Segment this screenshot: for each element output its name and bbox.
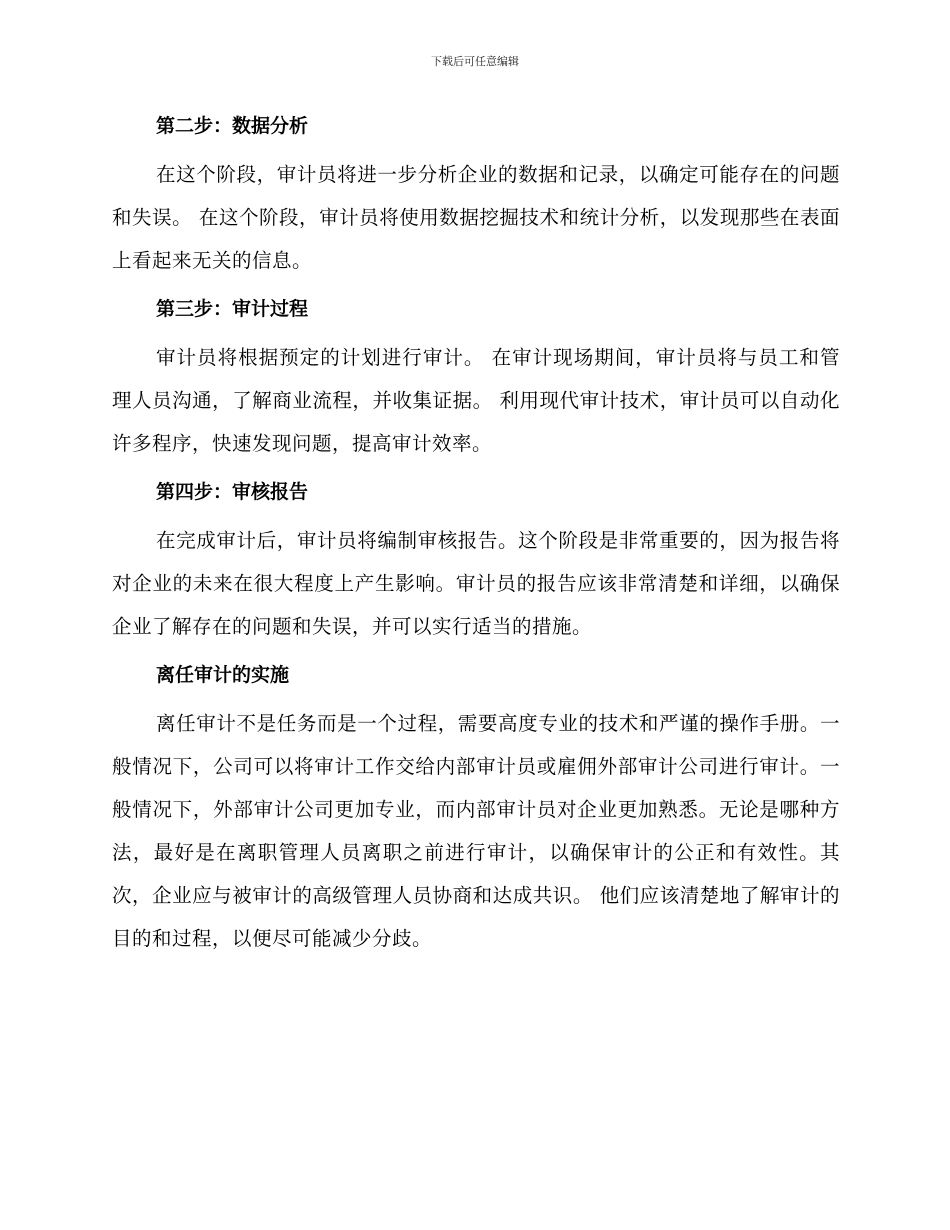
section-heading-data-analysis: 第二步：数据分析 — [156, 115, 309, 137]
section-paragraph-implementation: 离任审计不是任务而是一个过程，需要高度专业的技术和严谨的操作手册。一般情况下，公司可以将审计工作交给内部审计员或雇佣外部审计公司进行审计。一般情况下，外部审计公司更加专业，而内部审计员对企业更加熟悉。无论是哪种方法，最好是在离职管理人员离职之前进行审计，以确保审计的公正和有效性。其次，企业应与被审计的高级管理人员协商和达成共识。 他们应该清楚地了解审计的目的和过程，以便尽可能减少分歧。 — [112, 712, 840, 950]
section-paragraph-audit-report: 在完成审计后，审计员将编制审核报告。这个阶段是非常重要的，因为报告将对企业的未来在很大程度上产生影响。审计员的报告应该非常清楚和详细，以确保企业了解存在的问题和失误，并可以实行适当的措施。 — [112, 529, 840, 638]
section-heading-audit-report: 第四步：审核报告 — [156, 481, 309, 503]
document-body — [112, 107, 840, 968]
section-heading-implementation: 离任审计的实施 — [156, 664, 290, 686]
section-paragraph-data-analysis: 在这个阶段，审计员将进一步分析企业的数据和记录，以确定可能存在的问题和失误。 在这个阶段，审计员将使用数据挖掘技术和统计分析，以发现那些在表面上看起来无关的信息。 — [112, 163, 840, 272]
section-heading-audit-process: 第三步：审计过程 — [156, 298, 309, 320]
page-header: 下载后可任意编辑 — [431, 55, 519, 68]
section-paragraph-audit-process: 审计员将根据预定的计划进行审计。 在审计现场期间，审计员将与员工和管理人员沟通，了解商业流程，并收集证据。 利用现代审计技术，审计员可以自动化许多程序，快速发现问题，提高审计效率。 — [112, 346, 840, 455]
